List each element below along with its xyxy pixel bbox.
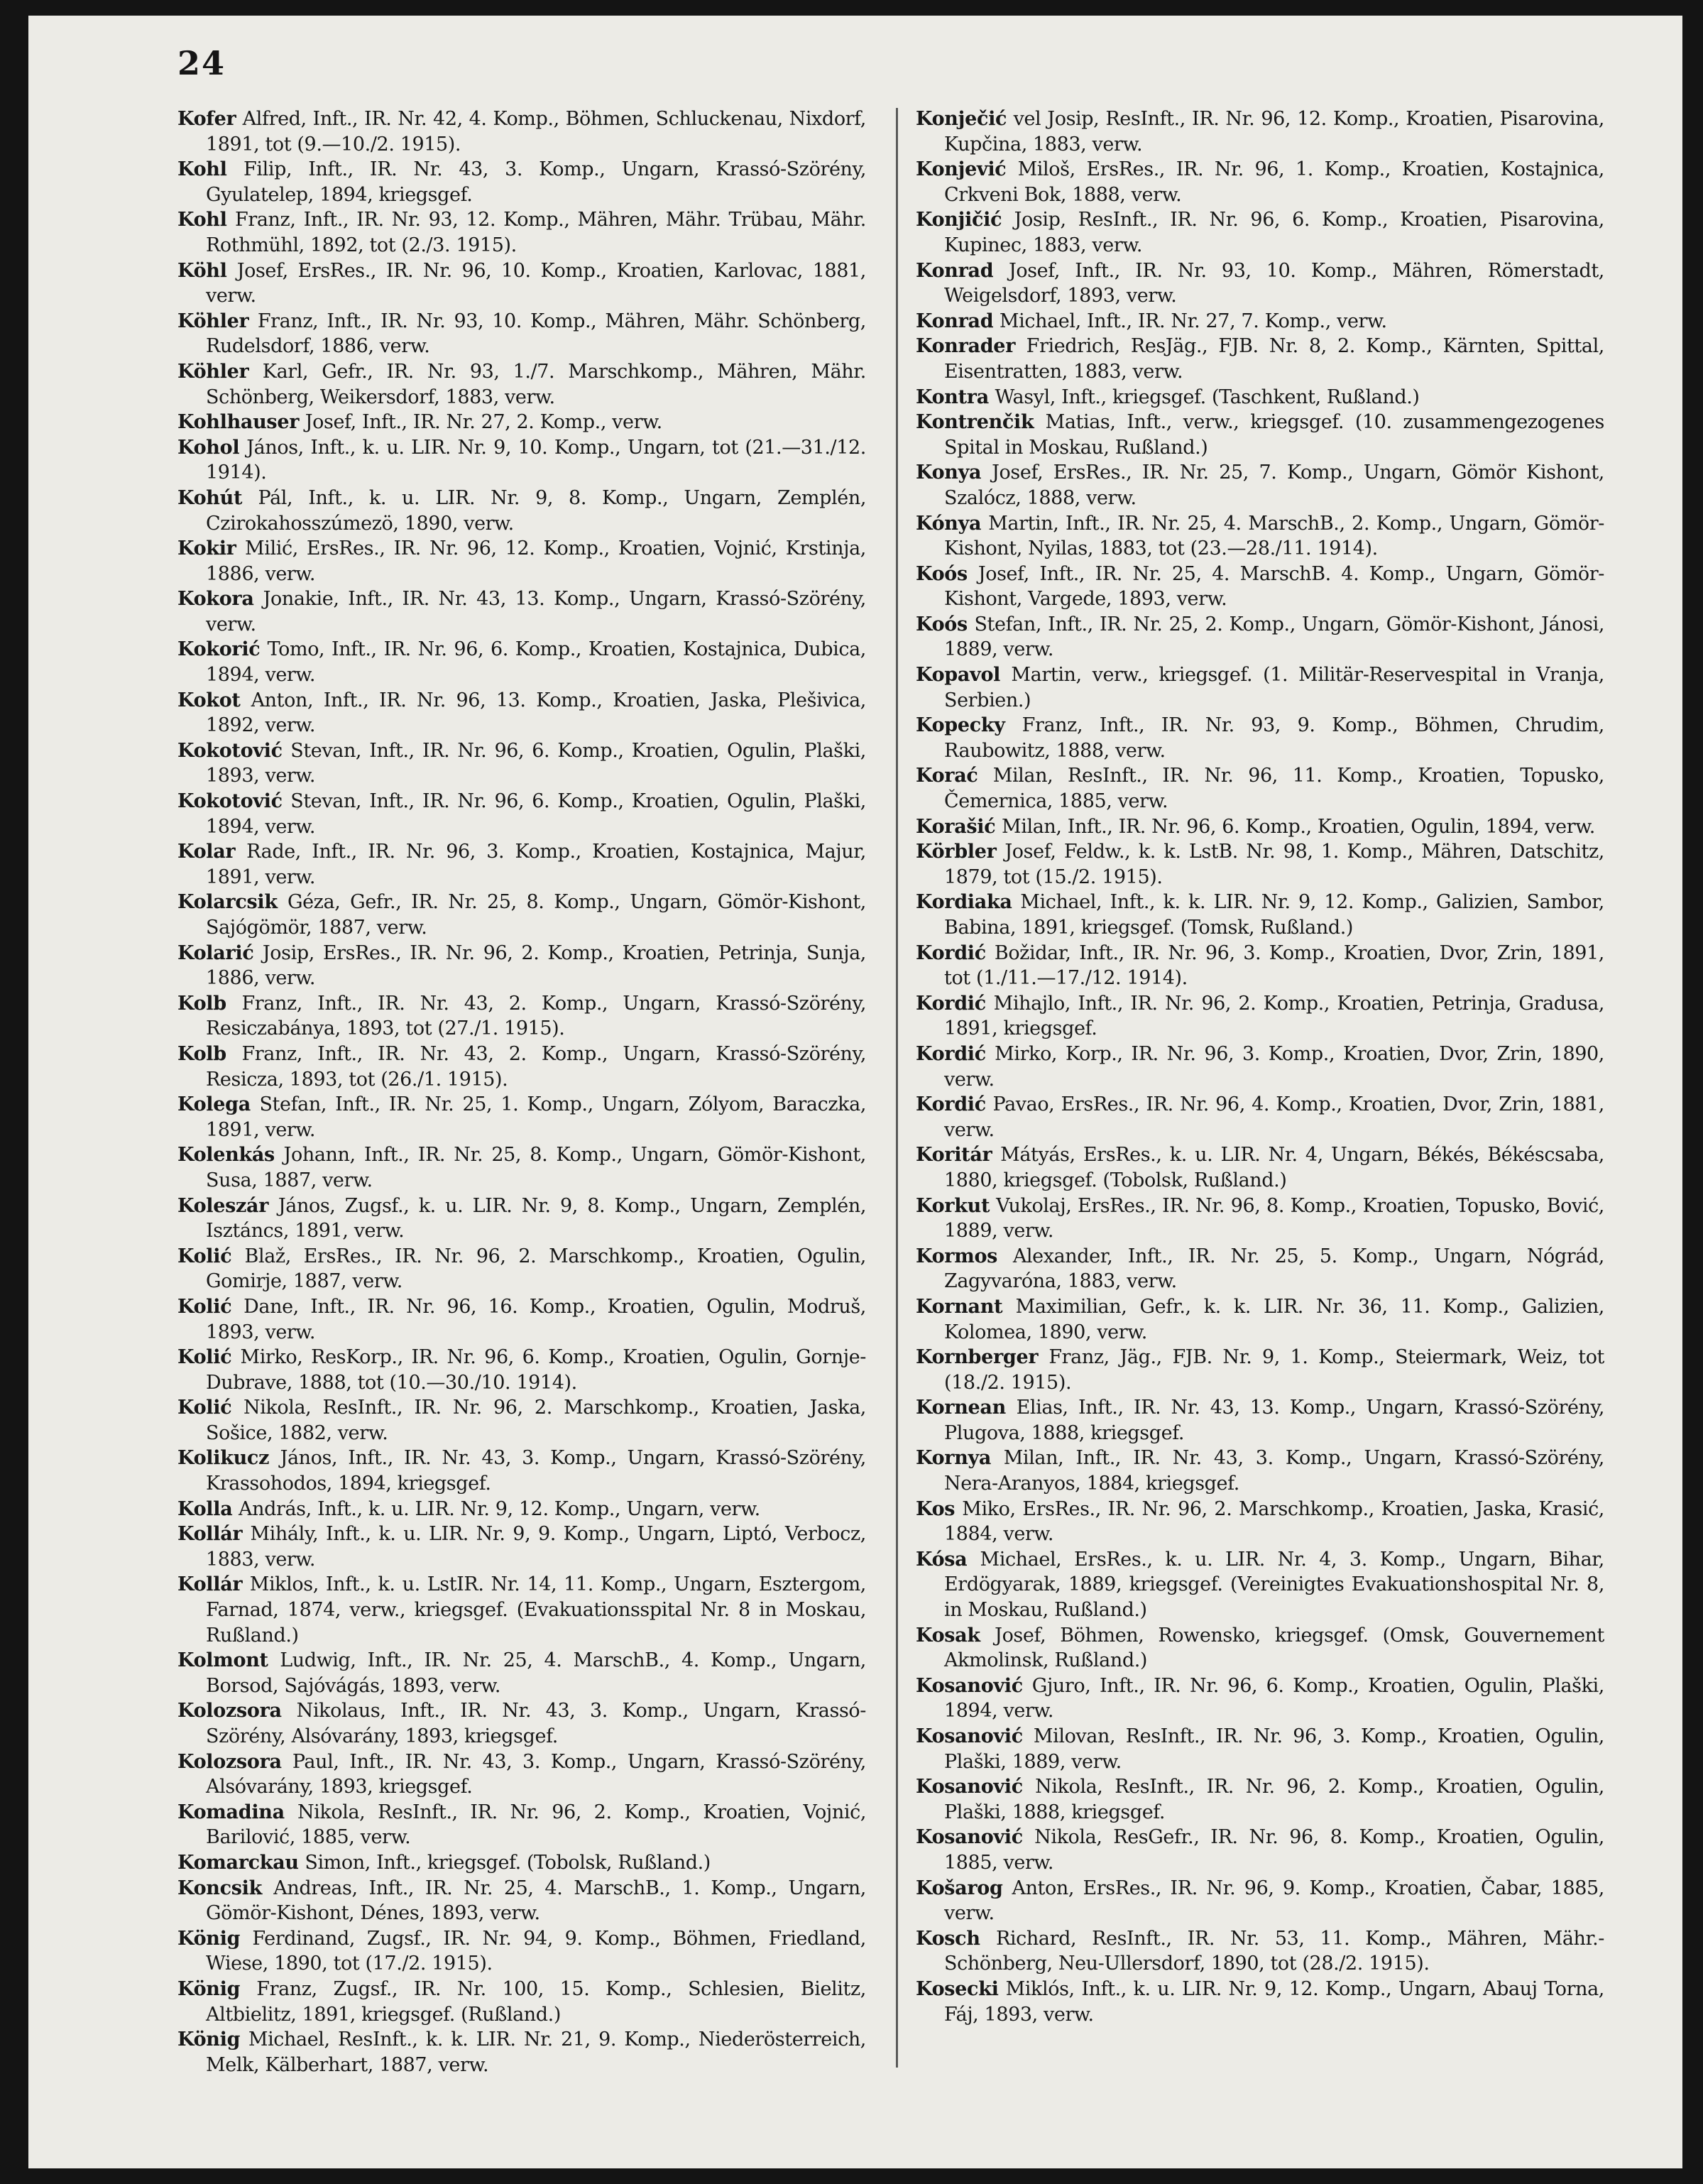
list-item [916,334,1604,384]
entry-details: Franz, Jäg., FJB. Nr. 9, 1. Komp., Steiermark, Weiz, tot (18./2. 1915). [944,1346,1604,1394]
entry-details: Franz, Inft., IR. Nr. 43, 2. Komp., Ungarn, Krassó-Szörény, Resiczabánya, 1893, tot (27./1. 1915). [206,992,866,1040]
list-item [177,410,866,435]
column-divider [896,108,898,2068]
entry-surname: Kontra [916,386,989,408]
entry-surname: Kolar [177,841,236,863]
entry-details: Stefan, Inft., IR. Nr. 25, 2. Komp., Ungarn, Gömör-Kishont, Jánosi, 1889, verw. [944,613,1604,661]
entry-surname: Kolb [177,1042,226,1065]
list-item [177,309,866,359]
entry-details: Josef, Inft., IR. Nr. 93, 10. Komp., Mähren, Römerstadt, Weigelsdorf, 1893, verw. [944,259,1604,307]
entry-surname: Kollár [177,1573,243,1596]
list-item [177,536,866,586]
document-page [28,16,1682,2168]
entry-surname: Kosecki [916,1977,999,2000]
entry-surname: Kokotović [177,739,283,762]
entry-details: Franz, Inft., IR. Nr. 93, 10. Komp., Mähren, Mähr. Schönberg, Rudelsdorf, 1886, verw. [206,310,866,358]
right-column [916,107,1604,2027]
entry-surname: Koritár [916,1144,992,1167]
entry-surname: Koós [916,562,968,585]
list-item [177,157,866,207]
list-item [916,1497,1604,1547]
entry-details: Josip, ErsRes., IR. Nr. 96, 2. Komp., Kroatien, Petrinja, Sunja, 1886, verw. [206,941,866,990]
list-item [916,1774,1604,1825]
list-item [916,1395,1604,1446]
entry-details: Josef, Böhmen, Rowensko, kriegsgef. (Omsk, Gouvernement Akmolinsk, Rußland.) [944,1624,1604,1672]
list-item [916,1345,1604,1395]
entry-surname: Kosanović [916,1725,1023,1747]
entry-surname: Kolozsora [177,1700,282,1722]
entry-details: Božidar, Inft., IR. Nr. 96, 3. Komp., Kroatien, Dvor, Zrin, 1891, tot (1./11.—17./12. 1914). [944,941,1604,990]
entry-details: Géza, Gefr., IR. Nr. 25, 8. Komp., Ungarn, Gömör-Kishont, Sajógömör, 1887, verw. [206,891,866,939]
list-item [916,814,1604,840]
entry-details: Pavao, ErsRes., IR. Nr. 96, 4. Komp., Kroatien, Dvor, Zrin, 1881, verw. [944,1093,1604,1141]
entry-details: Anton, ErsRes., IR. Nr. 96, 9. Komp., Kroatien, Čabar, 1885, verw. [944,1877,1604,1925]
list-item [916,410,1604,460]
entry-surname: Konrad [916,259,994,282]
list-item [177,890,866,940]
entry-details: Alfred, Inft., IR. Nr. 42, 4. Komp., Böhmen, Schluckenau, Nixdorf, 1891, tot (9.—10./2. 1915). [206,108,866,155]
entry-surname: Kolić [177,1397,232,1419]
entry-details: Friedrich, ResJäg., FJB. Nr. 8, 2. Komp., Kärnten, Spittal, Eisentratten, 1883, verw. [944,335,1604,383]
entry-details: Milan, Inft., IR. Nr. 43, 3. Komp., Ungarn, Krassó-Szörény, Nera-Aranyos, 1884, kriegsgef. [944,1447,1604,1495]
entry-details: Nikola, ResInft., IR. Nr. 96, 2. Marschkomp., Kroatien, Jaska, Sošice, 1882, verw. [206,1397,866,1444]
entry-details: Franz, Inft., IR. Nr. 93, 9. Komp., Böhmen, Chrudim, Raubowitz, 1888, verw. [944,714,1604,762]
entry-surname: Kos [916,1497,955,1520]
entry-surname: Koleszár [177,1194,269,1217]
entry-surname: Köhl [177,259,227,282]
list-item [916,1825,1604,1875]
list-item [177,1977,866,2027]
entry-details: Franz, Inft., IR. Nr. 43, 2. Komp., Ungarn, Krassó-Szörény, Resicza, 1893, tot (26./1. 1915). [206,1042,866,1091]
list-item [916,1724,1604,1774]
entry-surname: Köhler [177,310,249,332]
list-item [916,1194,1604,1244]
list-item [916,1446,1604,1496]
list-item [916,1092,1604,1142]
entry-surname: Kokorić [177,638,261,661]
entry-details: Blaž, ErsRes., IR. Nr. 96, 2. Marschkomp., Kroatien, Ogulin, Gomirje, 1887, verw. [206,1245,866,1293]
entry-surname: Körbler [916,841,997,863]
list-item [177,2027,866,2077]
entry-details: Stevan, Inft., IR. Nr. 96, 6. Komp., Kroatien, Ogulin, Plaški, 1893, verw. [206,739,866,787]
list-item [916,1244,1604,1294]
entry-surname: König [177,2029,241,2051]
list-item [177,586,866,637]
list-item [177,688,866,738]
entry-surname: Koncsik [177,1877,263,1899]
entry-surname: Kofer [177,108,236,130]
list-item [177,435,866,486]
list-item [177,1926,866,1977]
list-item [916,662,1604,713]
list-item [916,941,1604,991]
entry-details: Rade, Inft., IR. Nr. 96, 3. Komp., Kroatien, Kostajnica, Majur, 1891, verw. [206,841,866,888]
entry-surname: Kokot [177,689,241,711]
list-item [177,1572,866,1648]
entry-surname: Kolić [177,1245,232,1267]
list-item [177,1345,866,1395]
entry-surname: Kontrenčik [916,411,1034,434]
entry-surname: König [177,1927,241,1950]
entry-details: Michael, Inft., IR. Nr. 27, 7. Komp., verw. [999,310,1387,332]
list-item [177,1092,866,1142]
entry-surname: Kordić [916,992,986,1015]
list-item [177,1522,866,1572]
entry-surname: Kolega [177,1093,251,1116]
entry-surname: Kornean [916,1397,1006,1419]
entry-surname: Kordić [916,1093,986,1116]
entry-surname: Konjičić [916,209,1002,231]
list-item [916,991,1604,1042]
list-item [177,1749,866,1800]
entry-details: Milić, ErsRes., IR. Nr. 96, 12. Komp., Kroatien, Vojnić, Krstinja, 1886, verw. [206,537,866,585]
entry-surname: Kornant [916,1295,1003,1318]
list-item [916,107,1604,157]
entry-details: Andreas, Inft., IR. Nr. 25, 4. MarschB., 1. Komp., Ungarn, Gömör-Kishont, Dénes, 1893, verw. [206,1877,866,1925]
entry-surname: Kollár [177,1523,243,1546]
entry-details: Josef, Inft., IR. Nr. 27, 2. Komp., verw. [305,411,662,434]
entry-surname: Kolikucz [177,1447,270,1470]
list-item [177,1395,866,1446]
entry-surname: Korkut [916,1194,990,1217]
list-item [177,637,866,687]
entry-surname: Kosch [916,1927,980,1950]
entry-details: Nikola, ResInft., IR. Nr. 96, 2. Komp., Kroatien, Vojnić, Barilović, 1885, verw. [206,1801,866,1849]
list-item [177,991,866,1042]
list-item [177,1800,866,1850]
list-item [916,713,1604,763]
entry-surname: Kordić [916,1042,986,1065]
entry-surname: Kordiaka [916,891,1012,914]
entry-surname: Kokora [177,588,254,611]
entry-details: Filip, Inft., IR. Nr. 43, 3. Komp., Ungarn, Krassó-Szörény, Gyulatelep, 1894, kriegsgef. [206,158,866,206]
list-item [177,839,866,890]
entry-surname: Komarckau [177,1851,299,1874]
entry-surname: Kosak [916,1624,980,1647]
entry-details: Josip, ResInft., IR. Nr. 96, 6. Komp., Kroatien, Pisarovina, Kupinec, 1883, verw. [944,209,1604,256]
entry-surname: Kolb [177,992,226,1015]
entry-surname: Kornya [916,1447,992,1470]
entry-details: Josef, Inft., IR. Nr. 25, 4. MarschB. 4. Komp., Ungarn, Gömör-Kishont, Vargede, 1893, verw. [944,562,1605,611]
entry-details: Michael, ResInft., k. k. LIR. Nr. 21, 9. Komp., Niederösterreich, Melk, Kälberhart, 1887, verw. [206,2029,866,2076]
entry-details: Paul, Inft., IR. Nr. 43, 3. Komp., Ungarn, Krassó-Szörény, Alsóvarány, 1893, kriegsgef. [206,1750,866,1798]
entry-details: Mirko, Korp., IR. Nr. 96, 3. Komp., Kroatien, Dvor, Zrin, 1890, verw. [944,1042,1604,1091]
list-item [177,107,866,157]
entry-surname: Kolić [177,1346,232,1369]
list-item [177,1142,866,1193]
list-item [177,1497,866,1522]
entry-details: Miklos, Inft., k. u. LstIR. Nr. 14, 11. Komp., Ungarn, Esztergom, Farnad, 1874, verw., kriegsgef. (Evakuationsspital Nr. 8 in Moskau, Rußland.) [206,1573,866,1647]
list-item [177,1876,866,1926]
list-item [177,1850,866,1876]
list-item [916,612,1604,662]
entry-details: Milan, Inft., IR. Nr. 96, 6. Komp., Kroatien, Ogulin, 1894, verw. [1002,815,1595,838]
entry-surname: Kolarić [177,941,254,964]
entry-surname: Komadina [177,1801,285,1823]
list-item [177,258,866,309]
entry-details: Mihály, Inft., k. u. LIR. Nr. 9, 9. Komp., Ungarn, Liptó, Verbocz, 1883, verw. [206,1523,866,1571]
entry-surname: Kohol [177,436,240,459]
list-item [177,941,866,991]
list-item [916,1142,1604,1193]
list-item [177,1194,866,1244]
entry-surname: Kolić [177,1295,232,1318]
entry-surname: Kosanović [916,1674,1023,1697]
list-item [177,359,866,410]
entry-surname: Kosanović [916,1776,1023,1798]
entry-details: Dane, Inft., IR. Nr. 96, 16. Komp., Kroatien, Ogulin, Modruš, 1893, verw. [206,1295,866,1343]
list-item [916,1926,1604,1977]
entry-details: Josef, ErsRes., IR. Nr. 96, 10. Komp., Kroatien, Karlovac, 1881, verw. [206,259,866,307]
entry-details: Vukolaj, ErsRes., IR. Nr. 96, 8. Komp., Kroatien, Topusko, Bović, 1889, verw. [944,1194,1604,1243]
list-item [916,309,1604,334]
entry-surname: Konječić [916,108,1007,130]
entry-surname: Kolmont [177,1649,268,1672]
entry-details: Ludwig, Inft., IR. Nr. 25, 4. MarschB., 4. Komp., Ungarn, Borsod, Sajóvágás, 1893, verw. [206,1649,866,1697]
entry-details: Richard, ResInft., IR. Nr. 53, 11. Komp., Mähren, Mähr.-Schönberg, Neu-Ullersdorf, 1890, tot (28./2. 1915). [944,1927,1604,1975]
entry-details: András, Inft., k. u. LIR. Nr. 9, 12. Komp., Ungarn, verw. [239,1497,760,1520]
list-item [916,1623,1604,1674]
entry-details: Wasyl, Inft., kriegsgef. (Taschkent, Rußland.) [995,386,1420,408]
entry-surname: Kohlhauser [177,411,300,434]
entry-details: János, Inft., IR. Nr. 43, 3. Komp., Ungarn, Krassó-Szörény, Krassohodos, 1894, kriegsgef. [206,1447,866,1495]
entry-surname: Kolarcsik [177,891,278,914]
entry-details: Johann, Inft., IR. Nr. 25, 8. Komp., Ungarn, Gömör-Kishont, Susa, 1887, verw. [206,1144,866,1191]
entry-details: Milan, ResInft., IR. Nr. 96, 11. Komp., Kroatien, Topusko, Čemernica, 1885, verw. [944,765,1604,813]
list-item [916,511,1604,562]
entry-surname: Kolenkás [177,1144,275,1167]
entry-surname: Kordić [916,941,986,964]
entry-details: Simon, Inft., kriegsgef. (Tobolsk, Rußland.) [305,1851,711,1874]
entry-details: Michael, Inft., k. k. LIR. Nr. 9, 12. Komp., Galizien, Sambor, Babina, 1891, kriegsgef. (Tomsk, Rußland.) [944,891,1604,939]
entry-surname: Kósa [916,1548,968,1571]
entry-surname: Kornberger [916,1346,1039,1369]
entry-surname: Kolla [177,1497,233,1520]
list-item [177,1446,866,1496]
entry-surname: Konya [916,462,982,484]
entry-details: Miklós, Inft., k. u. LIR. Nr. 9, 12. Komp., Ungarn, Abauj Torna, Fáj, 1893, verw. [944,1977,1604,2026]
entry-details: Michael, ErsRes., k. u. LIR. Nr. 4, 3. Komp., Ungarn, Bihar, Erdögyarak, 1889, kriegsgef. (Vereinigtes Evakuationshospital Nr. 8, in Moskau, Rußland.) [944,1548,1604,1622]
entry-details: Maximilian, Gefr., k. k. LIR. Nr. 36, 11. Komp., Galizien, Kolomea, 1890, verw. [944,1295,1604,1343]
entry-details: Jonakie, Inft., IR. Nr. 43, 13. Komp., Ungarn, Krassó-Szörény, verw. [206,588,866,635]
entry-details: Franz, Zugsf., IR. Nr. 100, 15. Komp., Schlesien, Bielitz, Altbielitz, 1891, kriegsgef. (Rußland.) [206,1977,866,2026]
list-item [916,460,1604,510]
entry-details: János, Inft., k. u. LIR. Nr. 9, 10. Komp., Ungarn, tot (21.—31./12. 1914). [206,436,866,484]
entry-surname: Konrader [916,335,1016,358]
entry-surname: Kohl [177,209,227,231]
entry-details: Anton, Inft., IR. Nr. 96, 13. Komp., Kroatien, Jaska, Plešivica, 1892, verw. [206,689,866,737]
entry-surname: Kokotović [177,790,283,813]
entry-details: Karl, Gefr., IR. Nr. 93, 1./7. Marschkomp., Mähren, Mähr. Schönberg, Weikersdorf, 1883, verw. [206,360,866,408]
entry-surname: Kormos [916,1245,998,1267]
entry-surname: Kohl [177,158,227,181]
list-item [177,1294,866,1345]
entry-details: Matias, Inft., verw., kriegsgef. (10. zusammengezogenes Spital in Moskau, Rußland.) [944,411,1604,459]
list-item [916,1294,1604,1345]
entry-surname: Köhler [177,360,249,383]
list-item [916,1977,1604,2027]
entry-details: Mihajlo, Inft., IR. Nr. 96, 2. Komp., Kroatien, Petrinja, Gradusa, 1891, kriegsgef. [944,992,1604,1040]
list-item [916,1547,1604,1623]
entry-details: Nikolaus, Inft., IR. Nr. 43, 3. Komp., Ungarn, Krassó-Szörény, Alsóvarány, 1893, kriegsgef. [206,1700,866,1747]
entry-surname: Kolozsora [177,1750,282,1773]
entry-surname: Košarog [916,1877,1003,1899]
entry-surname: Konrad [916,310,994,332]
entry-details: Martin, verw., kriegsgef. (1. Militär-Reservespital in Vranja, Serbien.) [944,664,1604,711]
entry-details: Elias, Inft., IR. Nr. 43, 13. Komp., Ungarn, Krassó-Szörény, Plugova, 1888, kriegsgef. [944,1397,1605,1444]
entry-details: Stefan, Inft., IR. Nr. 25, 1. Komp., Ungarn, Zólyom, Baraczka, 1891, verw. [206,1093,866,1141]
entry-details: Alexander, Inft., IR. Nr. 25, 5. Komp., Ungarn, Nógrád, Zagyvaróna, 1883, verw. [944,1245,1604,1293]
list-item [916,763,1604,814]
entry-details: vel Josip, ResInft., IR. Nr. 96, 12. Komp., Kroatien, Pisarovina, Kupčina, 1883, verw. [944,108,1604,155]
entry-details: János, Zugsf., k. u. LIR. Nr. 9, 8. Komp., Ungarn, Zemplén, Isztáncs, 1891, verw. [206,1194,866,1243]
entry-surname: König [177,1977,241,2000]
left-column [177,107,866,2077]
entry-details: Josef, ErsRes., IR. Nr. 25, 7. Komp., Ungarn, Gömör Kishont, Szalócz, 1888, verw. [944,462,1604,509]
list-item [916,258,1604,309]
list-item [177,1042,866,1092]
entry-surname: Kosanović [916,1826,1023,1849]
entry-surname: Koós [916,613,968,635]
entry-surname: Kopavol [916,664,1001,687]
list-item [177,207,866,258]
list-item [916,890,1604,940]
list-item [177,738,866,789]
list-item [916,1674,1604,1724]
list-item [916,207,1604,258]
list-item [177,486,866,536]
entry-surname: Kónya [916,512,982,535]
entry-details: Tomo, Inft., IR. Nr. 96, 6. Komp., Kroatien, Kostajnica, Dubica, 1894, verw. [206,638,866,687]
entry-details: Mirko, ResKorp., IR. Nr. 96, 6. Komp., Kroatien, Ogulin, Gornje-Dubrave, 1888, tot (10.—30./10. 1914). [206,1346,867,1394]
entry-details: Martin, Inft., IR. Nr. 25, 4. MarschB., 2. Komp., Ungarn, Gömör-Kishont, Nyilas, 1883, tot (23.—28./11. 1914). [944,512,1604,560]
entry-details: Stevan, Inft., IR. Nr. 96, 6. Komp., Kroatien, Ogulin, Plaški, 1894, verw. [206,790,866,838]
entry-details: Pál, Inft., k. u. LIR. Nr. 9, 8. Komp., Ungarn, Zemplén, Czirokahosszúmezö, 1890, verw. [206,486,867,535]
entry-surname: Konjević [916,158,1007,181]
entry-surname: Kohút [177,486,243,509]
list-item [916,385,1604,410]
entry-details: Miloš, ErsRes., IR. Nr. 96, 1. Komp., Kroatien, Kostajnica, Crkveni Bok, 1888, verw. [944,158,1604,206]
list-item [916,562,1604,612]
entry-details: Mátyás, ErsRes., k. u. LIR. Nr. 4, Ungarn, Békés, Békéscsaba, 1880, kriegsgef. (Tobolsk, Rußland.) [944,1144,1604,1191]
entry-details: Ferdinand, Zugsf., IR. Nr. 94, 9. Komp., Böhmen, Friedland, Wiese, 1890, tot (17./2. 1915). [206,1927,866,1975]
page-number: 24 [177,44,226,82]
list-item [916,1876,1604,1926]
entry-details: Josef, Feldw., k. k. LstB. Nr. 98, 1. Komp., Mähren, Datschitz, 1879, tot (15./2. 1915). [944,841,1604,888]
entry-details: Milovan, ResInft., IR. Nr. 96, 3. Komp., Kroatien, Ogulin, Plaški, 1889, verw. [944,1725,1604,1773]
list-item [916,1042,1604,1092]
entry-surname: Kokir [177,537,236,560]
list-item [916,839,1604,890]
entry-details: Nikola, ResInft., IR. Nr. 96, 2. Komp., Kroatien, Ogulin, Plaški, 1888, kriegsgef. [944,1776,1604,1823]
list-item [177,1244,866,1294]
list-item [916,157,1604,207]
entry-surname: Kopecky [916,714,1005,737]
entry-details: Franz, Inft., IR. Nr. 93, 12. Komp., Mähren, Mähr. Trübau, Mähr. Rothmühl, 1892, tot (2./3. 1915). [206,209,866,256]
entry-details: Miko, ErsRes., IR. Nr. 96, 2. Marschkomp., Kroatien, Jaska, Krasić, 1884, verw. [944,1497,1604,1546]
list-item [177,1698,866,1749]
entry-details: Gjuro, Inft., IR. Nr. 96, 6. Komp., Kroatien, Ogulin, Plaški, 1894, verw. [944,1674,1604,1722]
entry-surname: Korać [916,765,978,787]
list-item [177,1648,866,1698]
entry-details: Nikola, ResGefr., IR. Nr. 96, 8. Komp., Kroatien, Ogulin, 1885, verw. [944,1826,1604,1874]
entry-surname: Korašić [916,815,996,838]
list-item [177,789,866,839]
